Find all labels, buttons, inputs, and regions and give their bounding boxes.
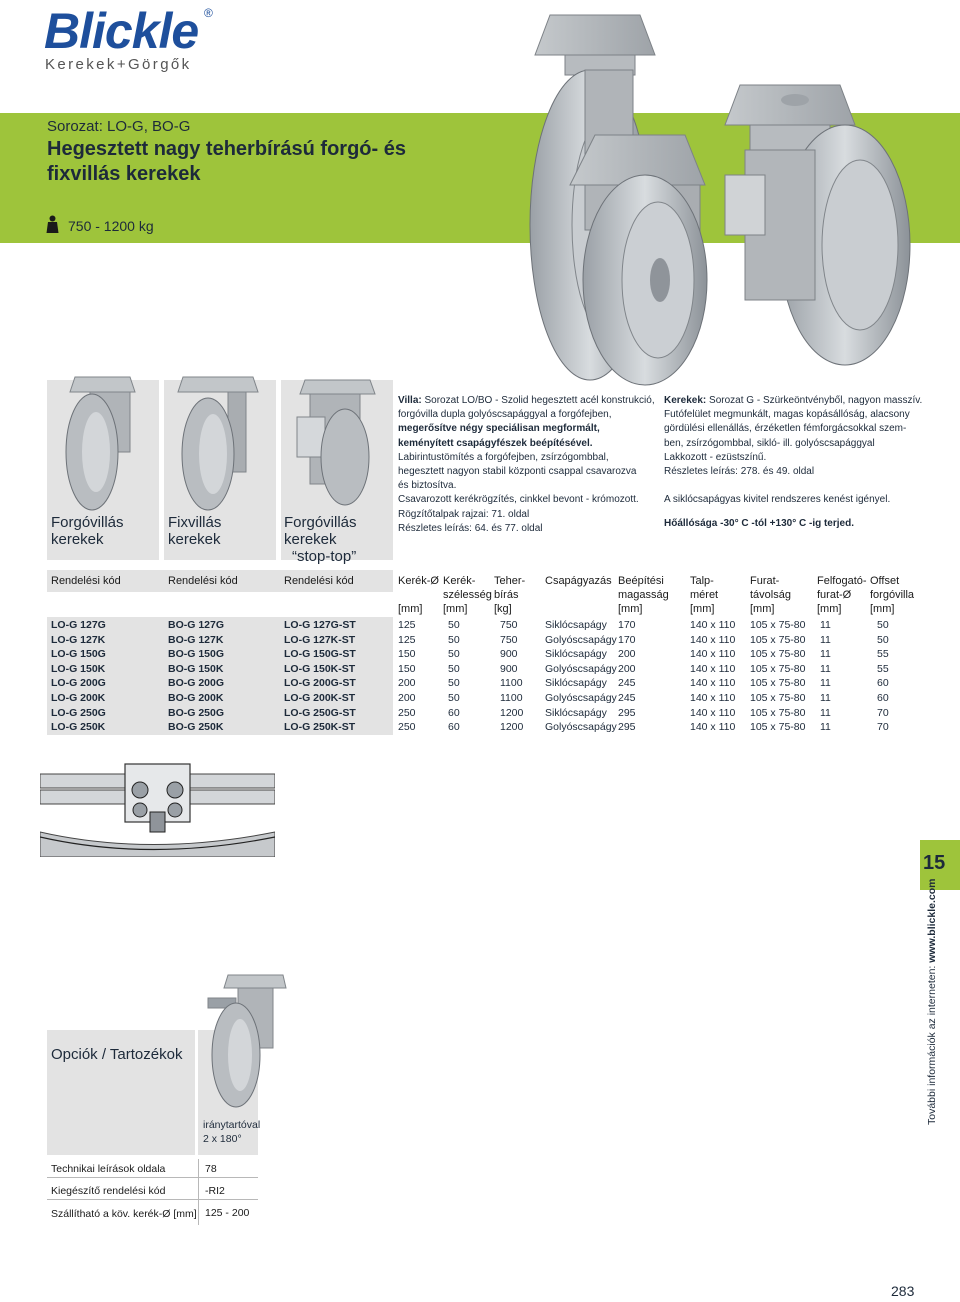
- thumb-stop-top-image: [285, 372, 390, 512]
- order-code-stop-top: LO-G 200K-ST: [284, 692, 356, 704]
- order-code-fixed: BO-G 150K: [168, 662, 224, 675]
- bearing-header: Csapágyazás: [545, 575, 612, 587]
- weight-icon: [46, 215, 59, 233]
- table-row: [0, 676, 960, 691]
- bearing-type: Siklócsapágy: [545, 677, 607, 690]
- bearing-type: Siklócsapágy: [545, 706, 607, 719]
- swivel-offset: 50: [877, 633, 889, 646]
- order-code-swivel: LO-G 150K: [51, 662, 106, 675]
- diameter-header: Kerék-Ø [mm]: [398, 575, 439, 615]
- wheel-diameter: 125: [398, 633, 416, 646]
- mounting-height: 200: [618, 662, 636, 675]
- website-link[interactable]: www.blickle.com: [926, 878, 938, 963]
- table-row: [0, 662, 960, 677]
- order-code-fixed: BO-G 127G: [168, 619, 225, 631]
- load-capacity: 900: [500, 662, 518, 675]
- hero-product-image: [440, 0, 960, 392]
- mounting-height: 170: [618, 619, 636, 631]
- bolt-spacing: 105 x 75-80: [750, 619, 806, 631]
- page-title-1: Hegesztett nagy teherbírású forgó- és: [47, 138, 406, 160]
- bolt-hole: 11: [820, 619, 831, 631]
- load-capacity: 1200: [500, 706, 524, 719]
- mounting-height: 295: [618, 706, 636, 719]
- wheel-width: 50: [448, 662, 460, 675]
- order-code-swivel: LO-G 127K: [51, 633, 106, 646]
- plate-header: Talp- méret [mm]: [690, 575, 719, 615]
- order-code-swivel: LO-G 150G: [51, 648, 106, 661]
- variant-stop-top-label: Forgóvillás kerekek “stop-top”: [284, 514, 357, 565]
- order-code-stop-top: LO-G 250K-ST: [284, 721, 356, 734]
- fork-description: Villa: Sorozat LO/BO - Szolid hegesztett acél konstrukció, forgóvilla dupla golyóscsapággyal a forgófejben, megerősítve négy speciálisan megformált, keményített csapágyfészek beépítésével. Labirintustömítés a forgófejben, zsírzógombbal, hegesztett nagyon stabil központi csappal csavarozva és biztosítva. Csavarozott kerékrögzítés, cinkkel bevont - krómozott. Rögzítőtalpak rajzai: 71. oldal Részletes leírás: 64. és 77. oldal: [398, 395, 655, 534]
- order-code-swivel: LO-G 127G: [51, 619, 106, 631]
- plate-size: 140 x 110: [690, 721, 736, 734]
- bearing-type: Golyóscsapágy: [545, 633, 617, 646]
- wheel-description: Kerekek: Sorozat G - Szürkeöntvényből, nagyon masszív. Futófelület megmunkált, magas kopásállóság, alacsony gördülési ellenállás, érzéketlen fémforgácsokkal szem- ben, zsírzógombbal, sikló- ill. golyóscsapággyal Lakkozott - ezüstszínű. Részletes leírás: 278. és 49. oldal A siklócsapágyas kivitel rendszeres kenést igényel. Hőállósága -30° C -tól +130° C -ig terjed.: [664, 395, 923, 530]
- table-row: [0, 691, 960, 706]
- bolt-hole: 11: [820, 677, 831, 690]
- wheel-width: 50: [448, 692, 460, 704]
- options-divider: [198, 1159, 199, 1225]
- bolt-spacing: 105 x 75-80: [750, 633, 806, 646]
- vertical-info: További információk az interneten: www.blickle.com: [926, 878, 938, 1125]
- options-title: Opciók / Tartozékok: [51, 1046, 183, 1063]
- bolt-hole: 11: [820, 662, 831, 675]
- bolt-hole: 11: [820, 633, 831, 646]
- brand-tagline: Kerekek+Görgők: [45, 56, 192, 73]
- page-number: 283: [891, 1283, 915, 1299]
- swivel-offset: 70: [877, 706, 889, 719]
- wheel-width: 50: [448, 633, 460, 646]
- plate-size: 140 x 110: [690, 677, 736, 690]
- width-header: Kerék- szélesség [mm]: [443, 575, 492, 615]
- chapter-number: 15: [923, 852, 946, 874]
- wheel-diameter: 200: [398, 677, 416, 690]
- swivel-offset: 55: [877, 662, 889, 675]
- order-code-stop-top: LO-G 127G-ST: [284, 619, 356, 631]
- mounting-height: 245: [618, 692, 636, 704]
- order-code-stop-top: LO-G 200G-ST: [284, 677, 356, 690]
- order-code-fixed: BO-G 200K: [168, 692, 224, 704]
- bolt-hole: 11: [820, 648, 831, 661]
- swivel-offset: 50: [877, 619, 889, 631]
- load-capacity: 750: [500, 633, 518, 646]
- wheel-diameter: 150: [398, 648, 416, 661]
- mounting-height: 170: [618, 633, 636, 646]
- load-capacity: 900: [500, 648, 518, 661]
- variant-swivel-label: Forgóvillás kerekek: [51, 514, 124, 548]
- bearing-type: Golyóscsapágy: [545, 662, 617, 675]
- height-header: Beépítési magasság [mm]: [618, 575, 669, 615]
- load-capacity: 1100: [500, 692, 523, 704]
- wheel-width: 60: [448, 706, 460, 719]
- load-capacity: 750: [500, 619, 518, 631]
- offset-header: Offset forgóvilla [mm]: [870, 575, 915, 615]
- bolt-spacing: 105 x 75-80: [750, 648, 806, 661]
- load-header: Teher- bírás [kg]: [494, 575, 526, 615]
- wheel-width: 60: [448, 721, 460, 734]
- option-caption: iránytartóval 2 x 180°: [203, 1119, 261, 1145]
- bolt-header: Furat- távolság [mm]: [750, 575, 791, 615]
- bolt-spacing: 105 x 75-80: [750, 692, 806, 704]
- order-code-swivel: LO-G 200G: [51, 677, 106, 690]
- order-code-swivel: LO-G 250G: [51, 706, 106, 719]
- swivel-offset: 60: [877, 692, 889, 704]
- order-row: Kiegészítő rendelési kód -RI2: [47, 1181, 258, 1200]
- plate-size: 140 x 110: [690, 692, 736, 704]
- bolt-hole: 11: [820, 721, 831, 734]
- wheel-width: 50: [448, 677, 460, 690]
- variant-fixed-label: Fixvillás kerekek: [168, 514, 222, 548]
- plate-size: 140 x 110: [690, 648, 736, 661]
- mounting-height: 245: [618, 677, 636, 690]
- order-code-header-2: Rendelési kód: [168, 575, 238, 587]
- bolt-hole: 11: [820, 706, 831, 719]
- bolt-spacing: 105 x 75-80: [750, 662, 806, 675]
- order-code-fixed: BO-G 200G: [168, 677, 225, 690]
- order-code-fixed: BO-G 127K: [168, 633, 224, 646]
- blickle-logo: [44, 4, 219, 76]
- bolt-hole: 11: [820, 692, 831, 704]
- plate-size: 140 x 110: [690, 706, 736, 719]
- wheel-diameter: 125: [398, 619, 416, 631]
- mounting-height: 200: [618, 648, 636, 661]
- tech-row: Technikai leírások oldala 78: [47, 1159, 258, 1178]
- bearing-type: Siklócsapágy: [545, 648, 607, 661]
- bolt-spacing: 105 x 75-80: [750, 706, 806, 719]
- bolt-spacing: 105 x 75-80: [750, 721, 806, 734]
- swivel-offset: 55: [877, 648, 889, 661]
- order-code-stop-top: LO-G 150G-ST: [284, 648, 356, 661]
- bearing-type: Golyóscsapágy: [545, 692, 617, 704]
- order-code-fixed: BO-G 250K: [168, 721, 224, 734]
- hole-header: Felfogató- furat-Ø [mm]: [817, 575, 867, 615]
- page-title-2: fixvillás kerekek: [47, 163, 201, 185]
- table-row: [0, 647, 960, 662]
- data-table: [0, 618, 960, 738]
- wheel-diameter: 250: [398, 706, 416, 719]
- order-code-header-1: Rendelési kód: [51, 575, 121, 587]
- order-code-fixed: BO-G 250G: [168, 706, 225, 719]
- swivel-offset: 60: [877, 677, 889, 690]
- wheel-diameter: 150: [398, 662, 416, 675]
- order-code-stop-top: LO-G 250G-ST: [284, 706, 356, 719]
- bearing-type: Siklócsapágy: [545, 619, 607, 631]
- plate-size: 140 x 110: [690, 662, 736, 675]
- order-code-swivel: LO-G 250K: [51, 721, 106, 734]
- wheel-width: 50: [448, 648, 460, 661]
- order-code-stop-top: LO-G 150K-ST: [284, 662, 356, 675]
- thumb-fixed-image: [168, 372, 273, 512]
- plate-size: 140 x 110: [690, 619, 736, 631]
- order-code-header-3: Rendelési kód: [284, 575, 354, 587]
- wheel-diameter: 250: [398, 721, 416, 734]
- plate-size: 140 x 110: [690, 633, 736, 646]
- swivel-offset: 70: [877, 721, 889, 734]
- bearing-type: Golyóscsapágy: [545, 721, 617, 734]
- avail-row: Szállítható a köv. kerék-Ø [mm] 125 - 200: [51, 1207, 250, 1220]
- load-range: 750 - 1200 kg: [68, 218, 154, 234]
- wheel-width: 50: [448, 619, 460, 631]
- load-capacity: 1200: [500, 721, 524, 734]
- order-code-fixed: BO-G 150G: [168, 648, 225, 661]
- order-code-stop-top: LO-G 127K-ST: [284, 633, 356, 646]
- thumb-swivel-image: [50, 372, 155, 512]
- table-row: [0, 633, 960, 648]
- technical-drawing: [40, 762, 275, 857]
- load-capacity: 1100: [500, 677, 523, 690]
- wheel-diameter: 200: [398, 692, 416, 704]
- mounting-height: 295: [618, 721, 636, 734]
- option-product-image: [198, 970, 288, 1110]
- series-label: Sorozat: LO-G, BO-G: [47, 118, 191, 135]
- order-code-swivel: LO-G 200K: [51, 692, 106, 704]
- table-row: [0, 618, 960, 633]
- table-row: [0, 720, 960, 735]
- brand-name: Blickle: [44, 3, 199, 59]
- registered-mark: ®: [204, 6, 213, 20]
- bolt-spacing: 105 x 75-80: [750, 677, 806, 690]
- table-row: [0, 706, 960, 721]
